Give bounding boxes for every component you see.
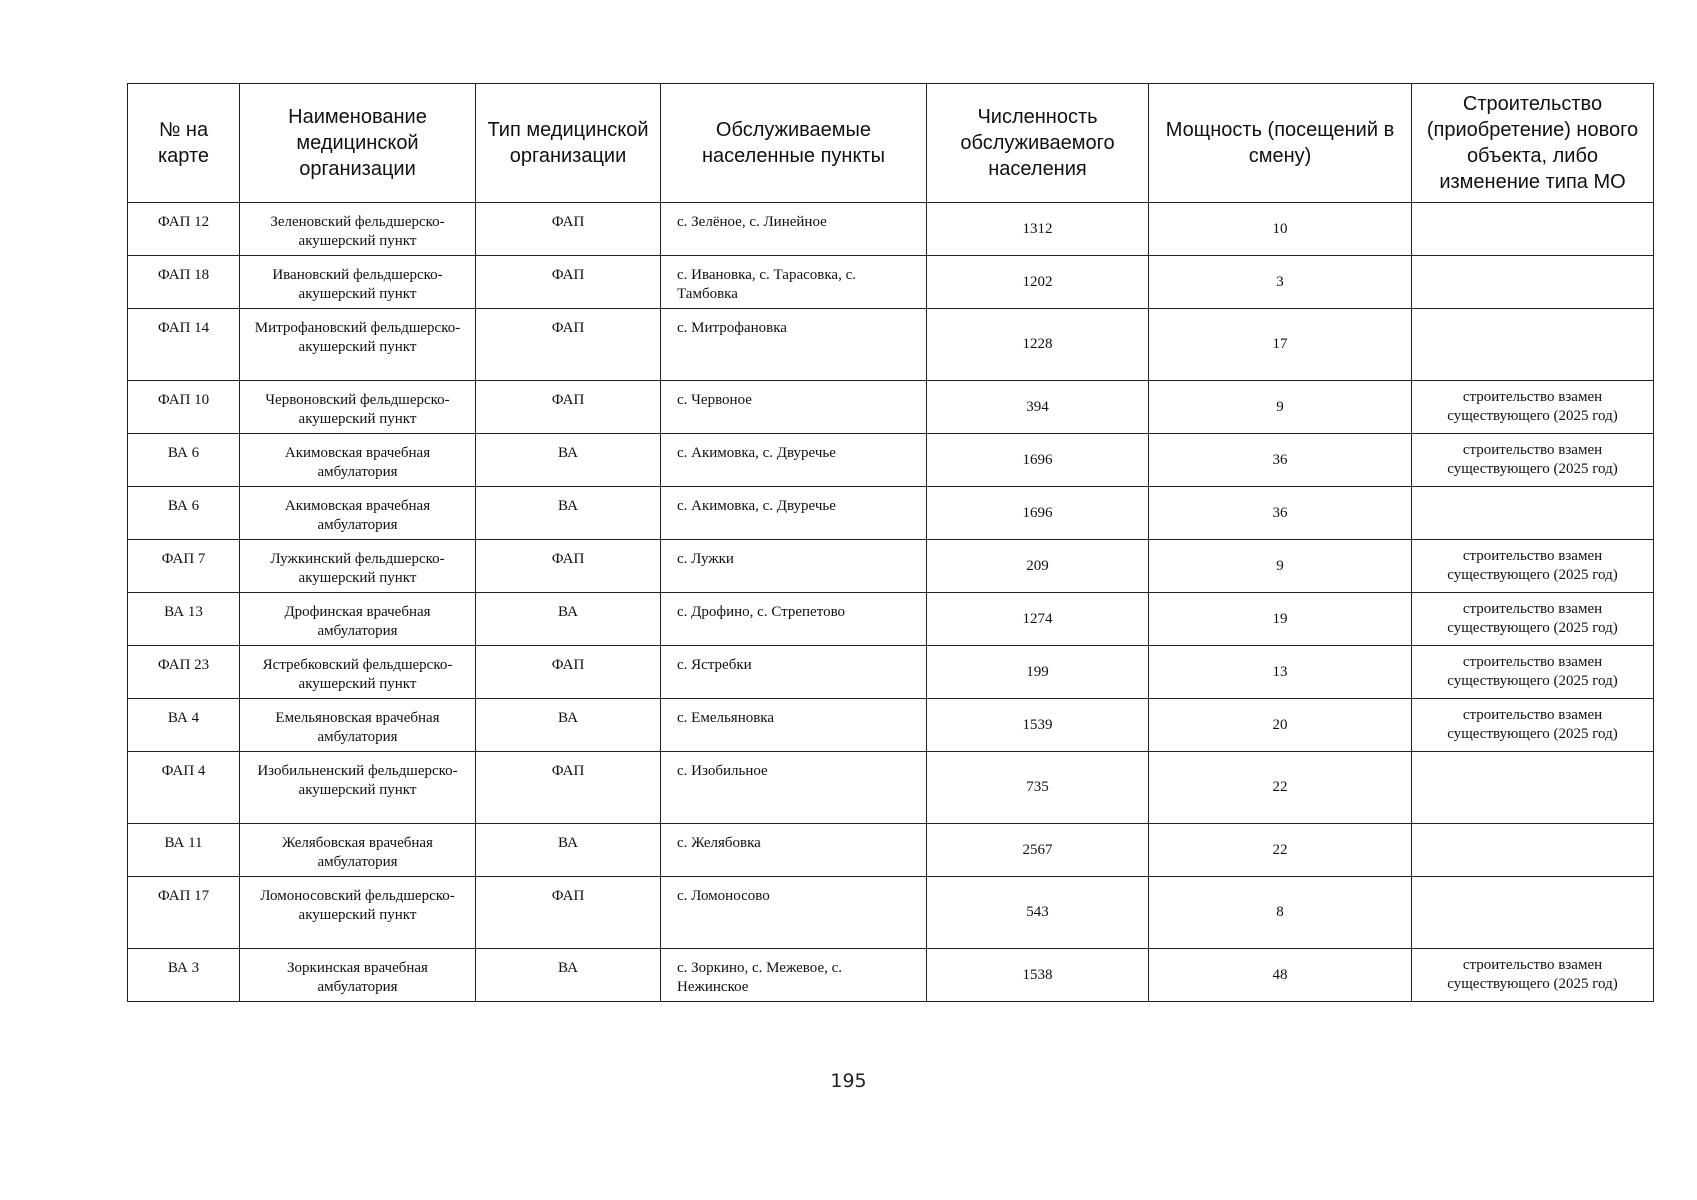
- cell-organization-type: ВА: [476, 699, 661, 752]
- table-row: [128, 381, 1654, 434]
- cell-construction: [1412, 309, 1654, 381]
- cell-population: 543: [927, 877, 1149, 949]
- cell-map-number: ФАП 17: [128, 877, 240, 949]
- cell-organization-name: Ломоносовский фельдшерско- акушерский пункт: [240, 877, 476, 949]
- cell-served-settlements: с. Акимовка, с. Двуречье: [661, 487, 927, 540]
- cell-organization-name: Акимовская врачебная амбулатория: [240, 487, 476, 540]
- cell-organization-name: Емельяновская врачебная амбулатория: [240, 699, 476, 752]
- table-header-row: [128, 84, 1654, 203]
- cell-population: 209: [927, 540, 1149, 593]
- page-number: 195: [830, 1070, 867, 1092]
- cell-map-number: ВА 13: [128, 593, 240, 646]
- cell-served-settlements: с. Червоное: [661, 381, 927, 434]
- cell-served-settlements: с. Лужки: [661, 540, 927, 593]
- cell-organization-type: ФАП: [476, 646, 661, 699]
- cell-capacity: 3: [1149, 256, 1412, 309]
- cell-organization-name: Лужкинский фельдшерско-акушерский пункт: [240, 540, 476, 593]
- cell-capacity: 8: [1149, 877, 1412, 949]
- cell-construction: [1412, 487, 1654, 540]
- cell-organization-name: Ястребковский фельдшерско-акушерский пункт: [240, 646, 476, 699]
- cell-organization-type: ФАП: [476, 203, 661, 256]
- cell-organization-type: ВА: [476, 434, 661, 487]
- table-row: [128, 593, 1654, 646]
- cell-organization-type: ФАП: [476, 256, 661, 309]
- cell-organization-type: ВА: [476, 824, 661, 877]
- header-organization-type: Тип медицинской организации: [476, 84, 661, 203]
- cell-served-settlements: с. Изобильное: [661, 752, 927, 824]
- cell-population: 1228: [927, 309, 1149, 381]
- cell-population: 1538: [927, 949, 1149, 1002]
- cell-organization-type: ФАП: [476, 877, 661, 949]
- facilities-table: [127, 83, 1654, 1002]
- cell-capacity: 17: [1149, 309, 1412, 381]
- cell-construction: строительство взамен существующего (2025 год): [1412, 949, 1654, 1002]
- cell-population: 394: [927, 381, 1149, 434]
- cell-served-settlements: с. Зоркино, с. Межевое, с. Нежинское: [661, 949, 927, 1002]
- cell-served-settlements: с. Митрофановка: [661, 309, 927, 381]
- cell-organization-name: Митрофановский фельдшерско- акушерский пункт: [240, 309, 476, 381]
- cell-served-settlements: с. Дрофино, с. Стрепетово: [661, 593, 927, 646]
- cell-construction: [1412, 203, 1654, 256]
- cell-population: 735: [927, 752, 1149, 824]
- cell-organization-name: Изобильненский фельдшерско- акушерский пункт: [240, 752, 476, 824]
- header-construction: Строительство (приобретение) нового объекта, либо изменение типа МО: [1412, 84, 1654, 203]
- table-row: [128, 699, 1654, 752]
- cell-served-settlements: с. Желябовка: [661, 824, 927, 877]
- table-row: [128, 256, 1654, 309]
- cell-served-settlements: с. Ивановка, с. Тарасовка, с. Тамбовка: [661, 256, 927, 309]
- table-row: [128, 949, 1654, 1002]
- table-row: [128, 824, 1654, 877]
- cell-map-number: ФАП 10: [128, 381, 240, 434]
- header-organization-name: Наименование медицинской организации: [240, 84, 476, 203]
- header-population: Численность обслуживаемого населения: [927, 84, 1149, 203]
- cell-served-settlements: с. Ястребки: [661, 646, 927, 699]
- table-row: [128, 434, 1654, 487]
- cell-organization-name: Ивановский фельдшерско-акушерский пункт: [240, 256, 476, 309]
- cell-served-settlements: с. Акимовка, с. Двуречье: [661, 434, 927, 487]
- cell-population: 1539: [927, 699, 1149, 752]
- cell-capacity: 13: [1149, 646, 1412, 699]
- cell-construction: [1412, 752, 1654, 824]
- cell-capacity: 36: [1149, 434, 1412, 487]
- cell-map-number: ФАП 7: [128, 540, 240, 593]
- cell-construction: строительство взамен существующего (2025 год): [1412, 381, 1654, 434]
- cell-organization-type: ФАП: [476, 381, 661, 434]
- header-map-number: № на карте: [128, 84, 240, 203]
- cell-population: 2567: [927, 824, 1149, 877]
- cell-organization-name: Червоновский фельдшерско-акушерский пункт: [240, 381, 476, 434]
- cell-served-settlements: с. Ломоносово: [661, 877, 927, 949]
- cell-organization-type: ФАП: [476, 309, 661, 381]
- cell-map-number: ФАП 23: [128, 646, 240, 699]
- cell-construction: [1412, 256, 1654, 309]
- cell-map-number: ФАП 18: [128, 256, 240, 309]
- header-served-settlements: Обслуживаемые населенные пункты: [661, 84, 927, 203]
- table-row: [128, 646, 1654, 699]
- cell-served-settlements: с. Зелёное, с. Линейное: [661, 203, 927, 256]
- cell-construction: строительство взамен существующего (2025 год): [1412, 646, 1654, 699]
- cell-organization-name: Акимовская врачебная амбулатория: [240, 434, 476, 487]
- cell-organization-type: ФАП: [476, 752, 661, 824]
- cell-capacity: 22: [1149, 824, 1412, 877]
- cell-map-number: ВА 6: [128, 434, 240, 487]
- cell-map-number: ФАП 14: [128, 309, 240, 381]
- cell-map-number: ФАП 12: [128, 203, 240, 256]
- cell-capacity: 9: [1149, 381, 1412, 434]
- cell-capacity: 22: [1149, 752, 1412, 824]
- cell-construction: [1412, 877, 1654, 949]
- cell-map-number: ФАП 4: [128, 752, 240, 824]
- cell-organization-name: Желябовская врачебная амбулатория: [240, 824, 476, 877]
- cell-construction: строительство взамен существующего (2025 год): [1412, 593, 1654, 646]
- table-body: [128, 203, 1654, 1002]
- cell-organization-type: ВА: [476, 593, 661, 646]
- cell-capacity: 9: [1149, 540, 1412, 593]
- cell-capacity: 20: [1149, 699, 1412, 752]
- cell-served-settlements: с. Емельяновка: [661, 699, 927, 752]
- cell-map-number: ВА 3: [128, 949, 240, 1002]
- table-row: [128, 487, 1654, 540]
- cell-capacity: 10: [1149, 203, 1412, 256]
- cell-organization-name: Зоркинская врачебная амбулатория: [240, 949, 476, 1002]
- cell-construction: строительство взамен существующего (2025 год): [1412, 540, 1654, 593]
- cell-population: 1696: [927, 487, 1149, 540]
- cell-population: 199: [927, 646, 1149, 699]
- cell-capacity: 19: [1149, 593, 1412, 646]
- cell-map-number: ВА 11: [128, 824, 240, 877]
- cell-organization-type: ФАП: [476, 540, 661, 593]
- cell-map-number: ВА 6: [128, 487, 240, 540]
- cell-capacity: 48: [1149, 949, 1412, 1002]
- cell-organization-name: Зеленовский фельдшерско-акушерский пункт: [240, 203, 476, 256]
- cell-construction: строительство взамен существующего (2025 год): [1412, 699, 1654, 752]
- header-capacity: Мощность (посещений в смену): [1149, 84, 1412, 203]
- cell-organization-type: ВА: [476, 949, 661, 1002]
- cell-construction: [1412, 824, 1654, 877]
- cell-map-number: ВА 4: [128, 699, 240, 752]
- table-row: [128, 877, 1654, 949]
- cell-construction: строительство взамен существующего (2025 год): [1412, 434, 1654, 487]
- table-row: [128, 540, 1654, 593]
- cell-population: 1312: [927, 203, 1149, 256]
- cell-organization-name: Дрофинская врачебная амбулатория: [240, 593, 476, 646]
- cell-capacity: 36: [1149, 487, 1412, 540]
- cell-population: 1696: [927, 434, 1149, 487]
- cell-organization-type: ВА: [476, 487, 661, 540]
- table-row: [128, 752, 1654, 824]
- table-row: [128, 203, 1654, 256]
- cell-population: 1274: [927, 593, 1149, 646]
- table-row: [128, 309, 1654, 381]
- cell-population: 1202: [927, 256, 1149, 309]
